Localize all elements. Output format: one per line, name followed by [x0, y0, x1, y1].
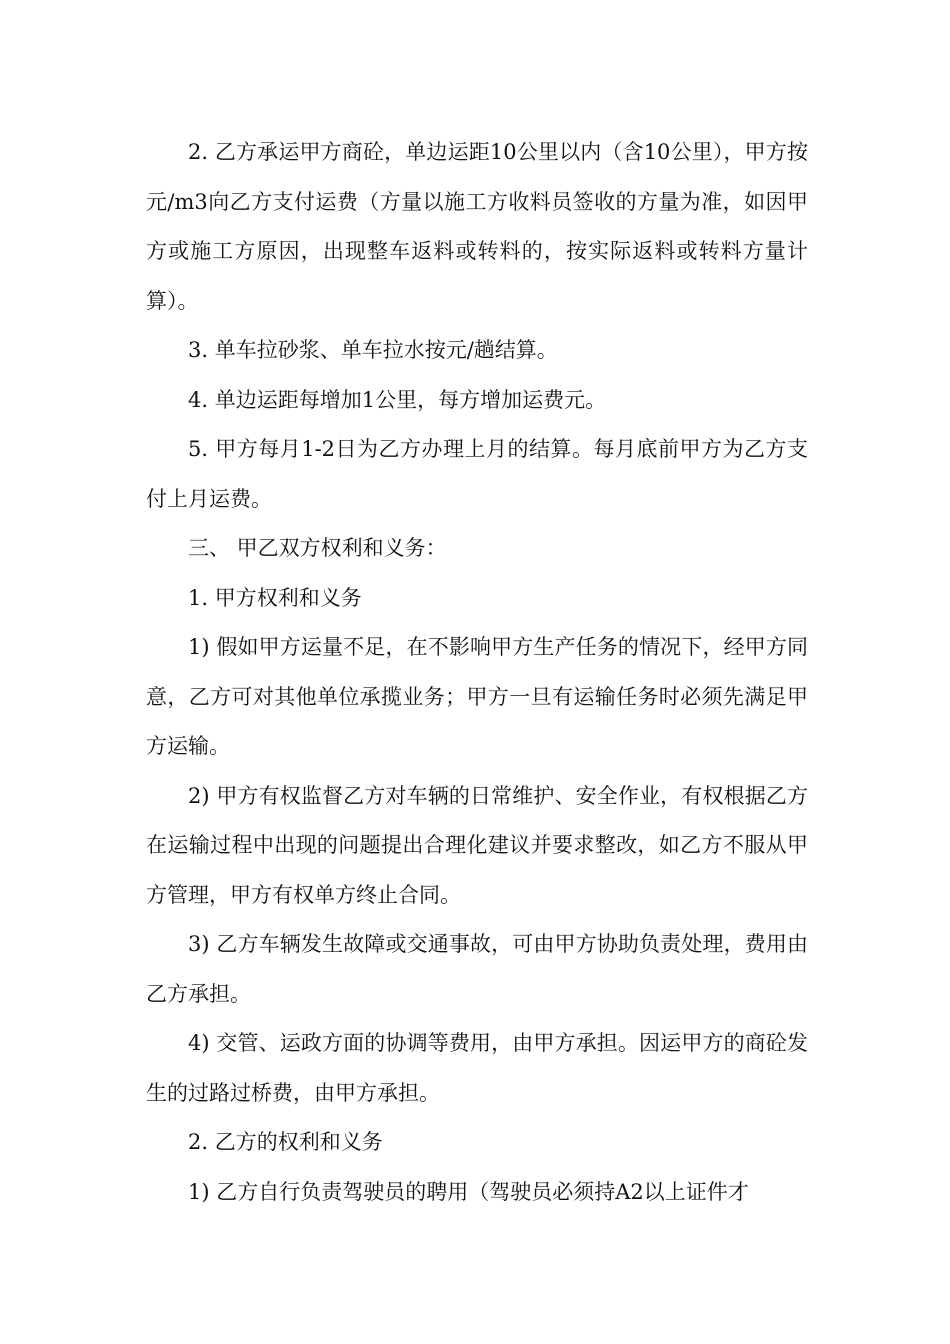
paragraph-settlement: 5. 甲方每月1-2日为乙方办理上月的结算。每月底前甲方为乙方支付上月运费。 [146, 437, 808, 511]
subheading-party-b: 2. 乙方的权利和义务 [188, 1130, 383, 1154]
section-heading-rights-obligations: 三、 甲乙双方权利和义务： [188, 536, 447, 560]
paragraph-party-b-item-1: 1) 乙方自行负责驾驶员的聘用（驾驶员必须持A2以上证件才 [188, 1179, 749, 1204]
paragraph-party-a-item-1: 1) 假如甲方运量不足，在不影响甲方生产任务的情况下，经甲方同意，乙方可对其他单位承揽业务；甲方一旦有运输任务时必须先满足甲方运输。 [146, 635, 808, 758]
paragraph-party-a-item-2: 2) 甲方有权监督乙方对车辆的日常维护、安全作业，有权根据乙方在运输过程中出现的问题提出合理化建议并要求整改，如乙方不服从甲方管理，甲方有权单方终止合同。 [146, 783, 808, 907]
document-body [146, 128, 808, 1217]
paragraph-party-a-item-4: 4) 交管、运政方面的协调等费用，由甲方承担。因运甲方的商砼发生的过路过桥费，由甲方承担。 [146, 1031, 808, 1105]
paragraph-extra-distance: 4. 单边运距每增加1公里，每方增加运费元。 [188, 387, 607, 412]
subheading-party-a: 1. 甲方权利和义务 [188, 585, 362, 610]
paragraph-party-a-item-3: 3) 乙方车辆发生故障或交通事故，可由甲方协助负责处理，费用由乙方承担。 [146, 932, 808, 1006]
paragraph-transport-fee: 2. 乙方承运甲方商砼，单边运距10公里以内（含10公里），甲方按元/m3向乙方支付运费（方量以施工方收料员签收的方量为准，如因甲方或施工方原因，出现整车返料或转料的，按实际返料或转料方量计算）。 [146, 140, 808, 313]
paragraph-mortar-water: 3. 单车拉砂浆、单车拉水按元/趟结算。 [188, 338, 558, 362]
